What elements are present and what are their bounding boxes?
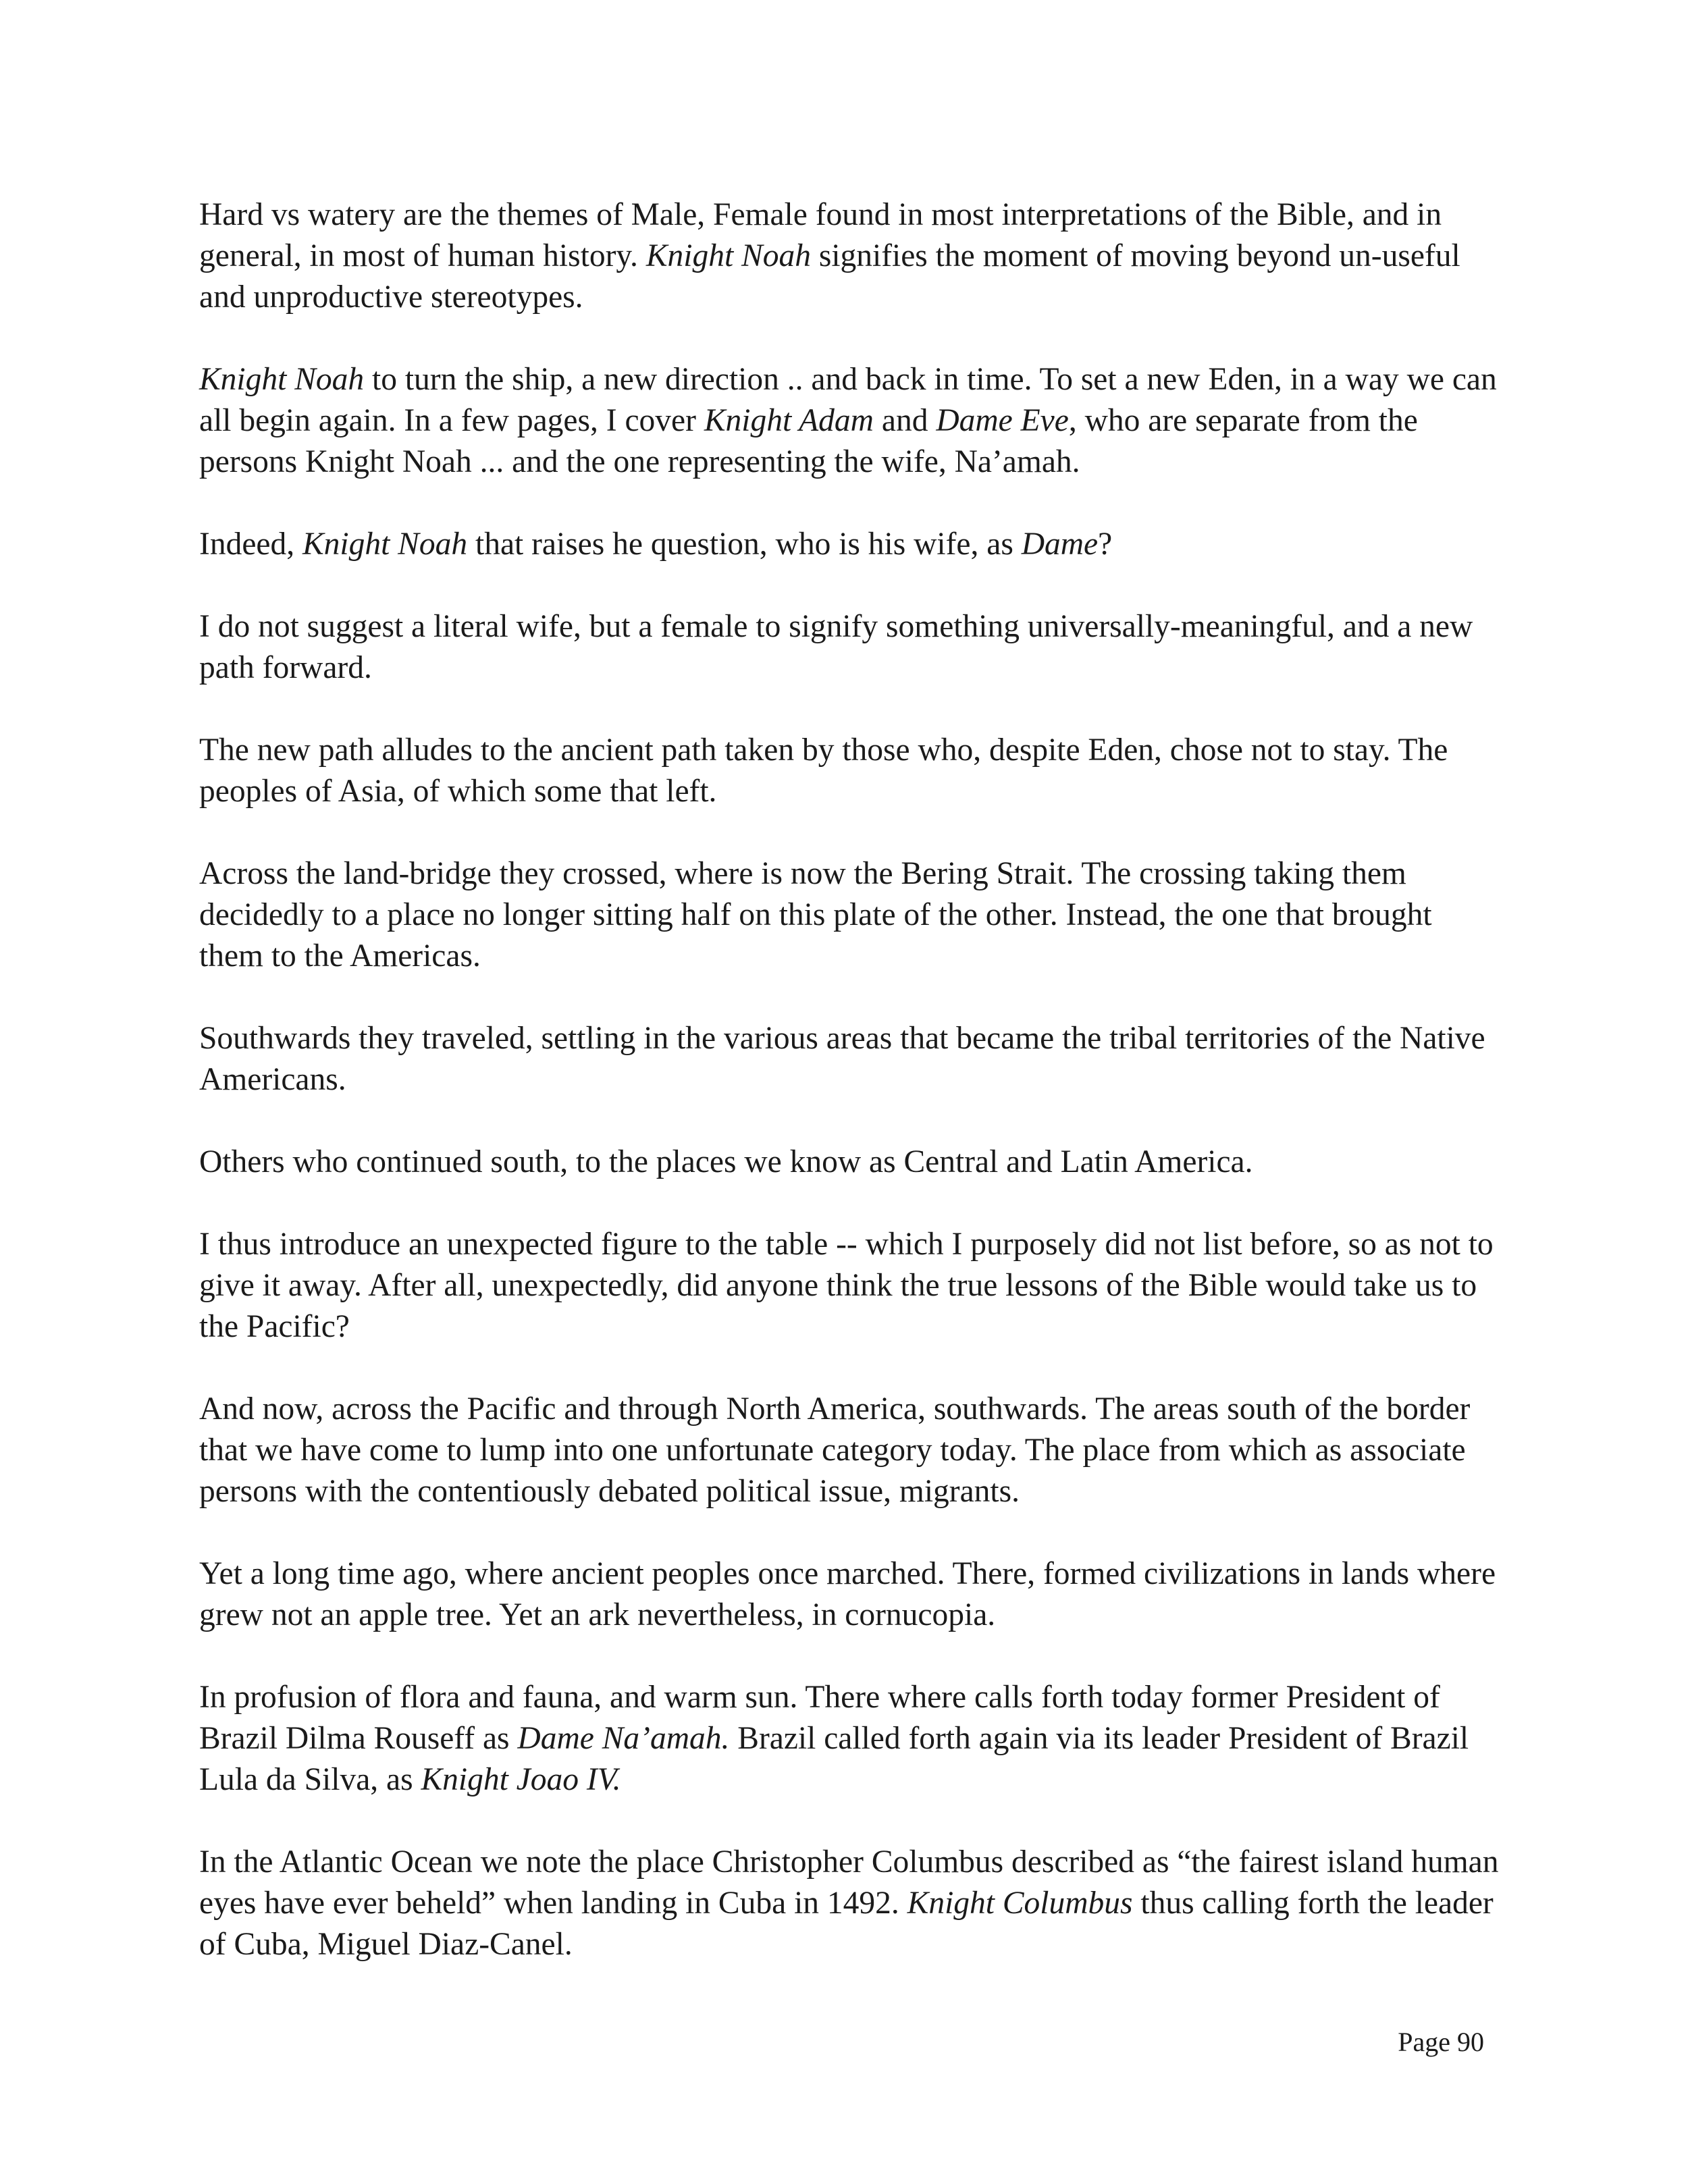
italic-text: Knight Joao IV.: [421, 1762, 621, 1797]
text-span: The new path alludes to the ancient path taken by those who, despite Eden, chose not to stay. The peoples of Asia, of which some that left.: [199, 733, 1448, 809]
paragraph: [199, 359, 1502, 483]
paragraph: [199, 1389, 1502, 1512]
paragraph: [199, 194, 1502, 318]
text-span: ?: [1098, 527, 1113, 562]
text-span: thus calling forth the leader of Cuba, Miguel Diaz-Canel.: [199, 1886, 1494, 1962]
text-span: Others who continued south, to the places we know as Central and Latin America.: [199, 1144, 1253, 1179]
text-span: And now, across the Pacific and through North America, southwards. The areas south of the border that we have come to lump into one unfortunate category today. The place from which as associate persons with the contentiously debated political issue, migrants.: [199, 1391, 1471, 1509]
text-span: Brazil called forth again via its leader President of Brazil Lula da Silva, as: [199, 1721, 1469, 1797]
paragraph: [199, 1842, 1502, 1965]
text-span: to turn the ship, a new direction .. and back in time. To set a new Eden, in a way we can all begin again. In a few pages, I cover: [199, 362, 1497, 438]
text-span: Yet a long time ago, where ancient peoples once marched. There, formed civilizations in lands where grew not an apple tree. Yet an ark nevertheless, in cornucopia.: [199, 1556, 1496, 1632]
text-span: and: [873, 403, 937, 438]
text-span: I thus introduce an unexpected figure to the table -- which I purposely did not list before, so as not to give it away. After all, unexpectedly, did anyone think the true lessons of the Bible would take us to the Pacific?: [199, 1227, 1494, 1344]
paragraph: [199, 1224, 1502, 1348]
text-span: Southwards they traveled, settling in the various areas that became the tribal territories of the Native Americans.: [199, 1021, 1485, 1097]
paragraph: [199, 730, 1502, 812]
text-span: Indeed,: [199, 527, 302, 562]
italic-text: Dame Na’amah.: [517, 1721, 730, 1756]
paragraph: [199, 606, 1502, 689]
italic-text: Knight Noah: [199, 362, 365, 397]
italic-text: Knight Noah: [645, 238, 811, 273]
text-span: In profusion of flora and fauna, and warm sun. There where calls forth today former President of Brazil Dilma Rouseff as: [199, 1680, 1440, 1756]
text-span: signifies the moment of moving beyond un-useful and unproductive stereotypes.: [199, 238, 1460, 315]
text-span: In the Atlantic Ocean we note the place Christopher Columbus described as “the fairest island human eyes have ever beheld” when landing in Cuba in 1492.: [199, 1844, 1499, 1921]
paragraph: [199, 1018, 1502, 1100]
text-span: Hard vs watery are the themes of Male, Female found in most interpretations of the Bible, and in general, in most of human history.: [199, 197, 1442, 273]
italic-text: Knight Columbus: [907, 1886, 1133, 1921]
paragraph: [199, 1142, 1502, 1183]
italic-text: Dame: [1021, 527, 1099, 562]
text-span: that raises he question, who is his wife, as: [467, 527, 1022, 562]
paragraph: [199, 524, 1502, 565]
italic-text: Dame Eve: [936, 403, 1069, 438]
text-span: Across the land-bridge they crossed, where is now the Bering Strait. The crossing taking them decidedly to a place no longer sitting half on this plate of the other. Instead, the one that brought them to the Americas.: [199, 856, 1432, 974]
page-number: Page 90: [1398, 2027, 1484, 2057]
paragraph: [199, 853, 1502, 977]
paragraph: [199, 1553, 1502, 1636]
paragraph: [199, 1677, 1502, 1801]
italic-text: Knight Noah: [302, 527, 468, 562]
text-span: I do not suggest a literal wife, but a female to signify something universally-meaningful, and a new path forward.: [199, 609, 1473, 685]
text-span: , who are separate from the persons Knight Noah ... and the one representing the wife, Na’amah.: [199, 403, 1418, 479]
body-text: [199, 194, 1502, 2006]
italic-text: Knight Adam: [704, 403, 874, 438]
